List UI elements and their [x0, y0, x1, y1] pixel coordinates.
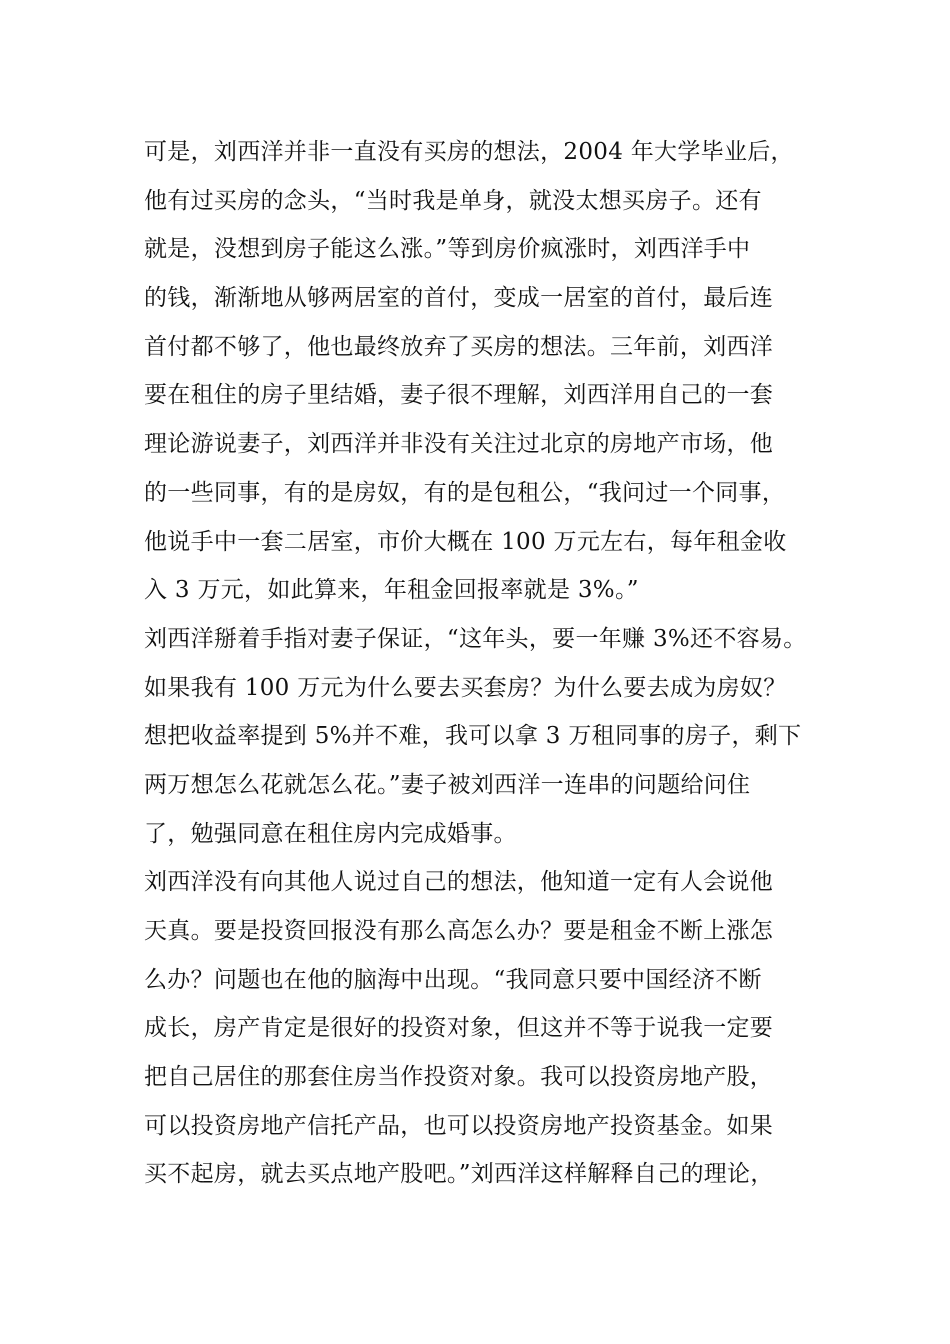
- text-line: 理论游说妻子，刘西洋并非没有关注过北京的房地产市场，他: [144, 431, 774, 458]
- text-line: 想把收益率提到 5%并不难，我可以拿 3 万租同事的房子，剩下: [144, 723, 802, 750]
- text-line: 可以投资房地产信托产品，也可以投资房地产投资基金。如果: [144, 1112, 774, 1139]
- text-line: 他说手中一套二居室，市价大概在 100 万元左右，每年租金收: [144, 528, 787, 555]
- text-line: 如果我有 100 万元为什么要去买套房？为什么要去成为房奴？: [144, 674, 787, 701]
- text-line: 了，勉强同意在租住房内完成婚事。: [144, 820, 517, 847]
- text-line: 买不起房，就去买点地产股吧。”刘西洋这样解释自己的理论，: [144, 1161, 774, 1188]
- text-line: 刘西洋没有向其他人说过自己的想法，他知道一定有人会说他: [144, 869, 774, 896]
- text-line: 天真。要是投资回报没有那么高怎么办？要是租金不断上涨怎: [144, 918, 774, 944]
- text-line: 首付都不够了，他也最终放弃了买房的想法。三年前，刘西洋: [144, 333, 774, 360]
- text-line: 的一些同事，有的是房奴，有的是包租公，“我问过一个同事，: [144, 479, 786, 506]
- text-line: 可是，刘西洋并非一直没有买房的想法，2004 年大学毕业后，: [144, 139, 794, 165]
- text-line: 他有过买房的念头，“当时我是单身，就没太想买房子。还有: [144, 187, 762, 214]
- text-line: 的钱，渐渐地从够两居室的首付，变成一居室的首付，最后连: [144, 285, 774, 312]
- text-line: 刘西洋掰着手指对妻子保证，“这年头，要一年赚 3%还不容易。: [144, 625, 807, 652]
- text-line: 要在租住的房子里结婚，妻子很不理解，刘西洋用自己的一套: [144, 382, 774, 409]
- text-line: 把自己居住的那套住房当作投资对象。我可以投资房地产股，: [144, 1064, 774, 1091]
- text-line: 两万想怎么花就怎么花。”妻子被刘西洋一连串的问题给问住: [144, 771, 751, 798]
- text-line: 就是，没想到房子能这么涨。”等到房价疯涨时，刘西洋手中: [144, 236, 751, 263]
- text-line: 入 3 万元，如此算来，年租金回报率就是 3%。”: [144, 577, 639, 604]
- text-line: 么办？问题也在他的脑海中出现。“我同意只要中国经济不断: [144, 966, 762, 993]
- article-body: [144, 128, 824, 1199]
- text-line: 成长，房产肯定是很好的投资对象，但这并不等于说我一定要: [144, 1015, 774, 1042]
